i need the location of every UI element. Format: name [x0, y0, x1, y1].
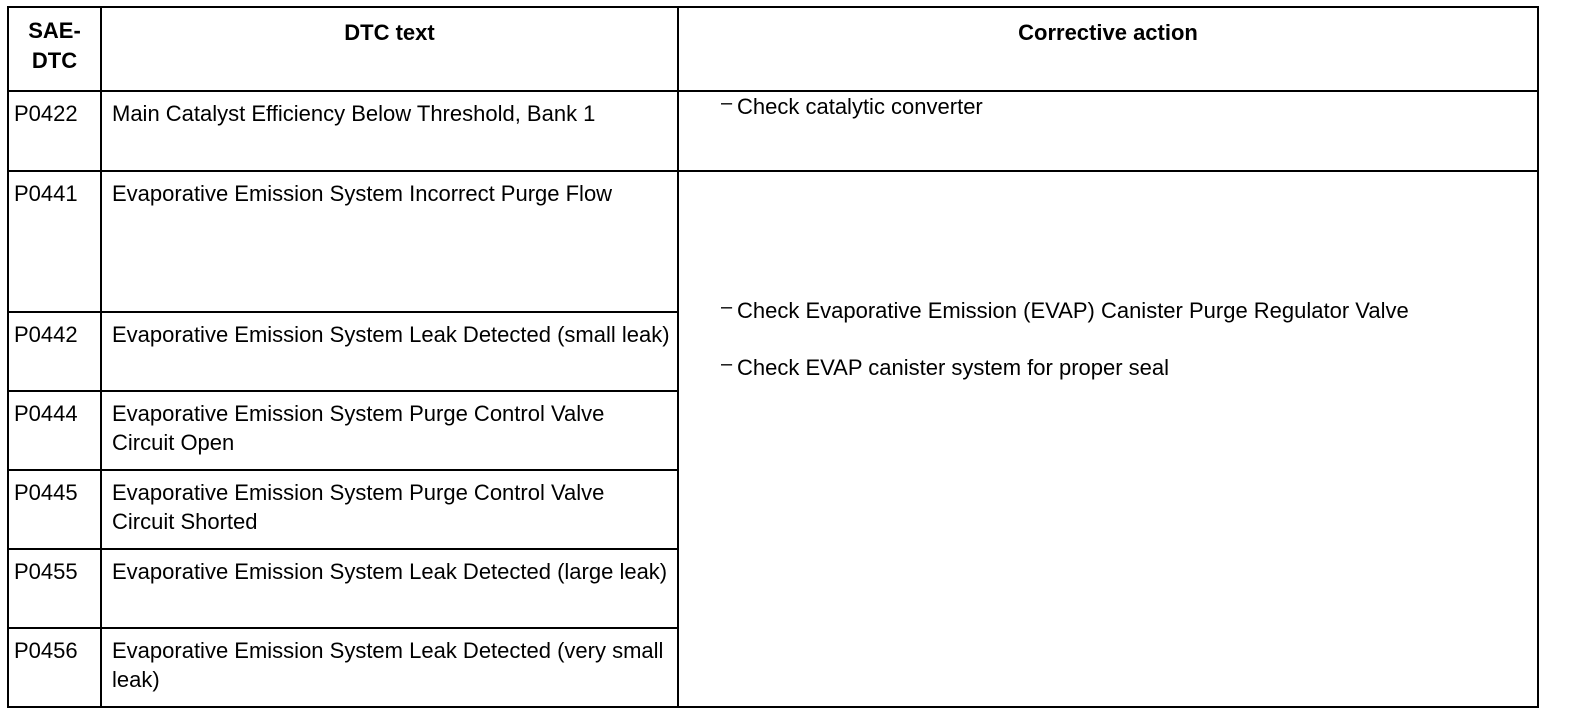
dtc-table	[7, 6, 1539, 708]
action-text: Check Evaporative Emission (EVAP) Canister Purge Regulator Valve	[737, 298, 1409, 323]
dtc-text: Evaporative Emission System Purge Control Valve Circuit Shorted	[101, 470, 678, 549]
dtc-code: P0456	[8, 628, 101, 707]
header-code-line1: SAE-	[28, 18, 81, 43]
action-item	[721, 353, 1517, 382]
dtc-text: Evaporative Emission System Purge Control Valve Circuit Open	[101, 391, 678, 470]
table-row	[8, 91, 1538, 171]
corrective-action-evap	[678, 171, 1538, 707]
corrective-action-catalyst	[678, 91, 1538, 171]
dtc-text: Evaporative Emission System Leak Detected (very small leak)	[101, 628, 678, 707]
action-text: Check EVAP canister system for proper seal	[737, 355, 1170, 380]
bullet-dash: –	[721, 92, 733, 114]
bullet-dash: –	[721, 296, 733, 318]
dtc-code: P0441	[8, 171, 101, 312]
action-item	[721, 296, 1517, 325]
header-sae-dtc	[8, 7, 101, 91]
action-text: Check catalytic converter	[737, 94, 983, 119]
header-row	[8, 7, 1538, 91]
dtc-text: Evaporative Emission System Incorrect Purge Flow	[101, 171, 678, 312]
dtc-code: P0445	[8, 470, 101, 549]
table-row	[8, 171, 1538, 312]
header-corrective-action: Corrective action	[678, 7, 1538, 91]
header-code-line2: DTC	[31, 48, 78, 73]
dtc-text: Evaporative Emission System Leak Detected (large leak)	[101, 549, 678, 628]
action-item	[721, 92, 1537, 121]
bullet-dash: –	[721, 353, 733, 375]
dtc-code: P0444	[8, 391, 101, 470]
dtc-code: P0442	[8, 312, 101, 391]
dtc-text: Main Catalyst Efficiency Below Threshold, Bank 1	[101, 91, 678, 171]
header-dtc-text: DTC text	[101, 7, 678, 91]
dtc-code: P0455	[8, 549, 101, 628]
dtc-code: P0422	[8, 91, 101, 171]
dtc-text: Evaporative Emission System Leak Detected (small leak)	[101, 312, 678, 391]
